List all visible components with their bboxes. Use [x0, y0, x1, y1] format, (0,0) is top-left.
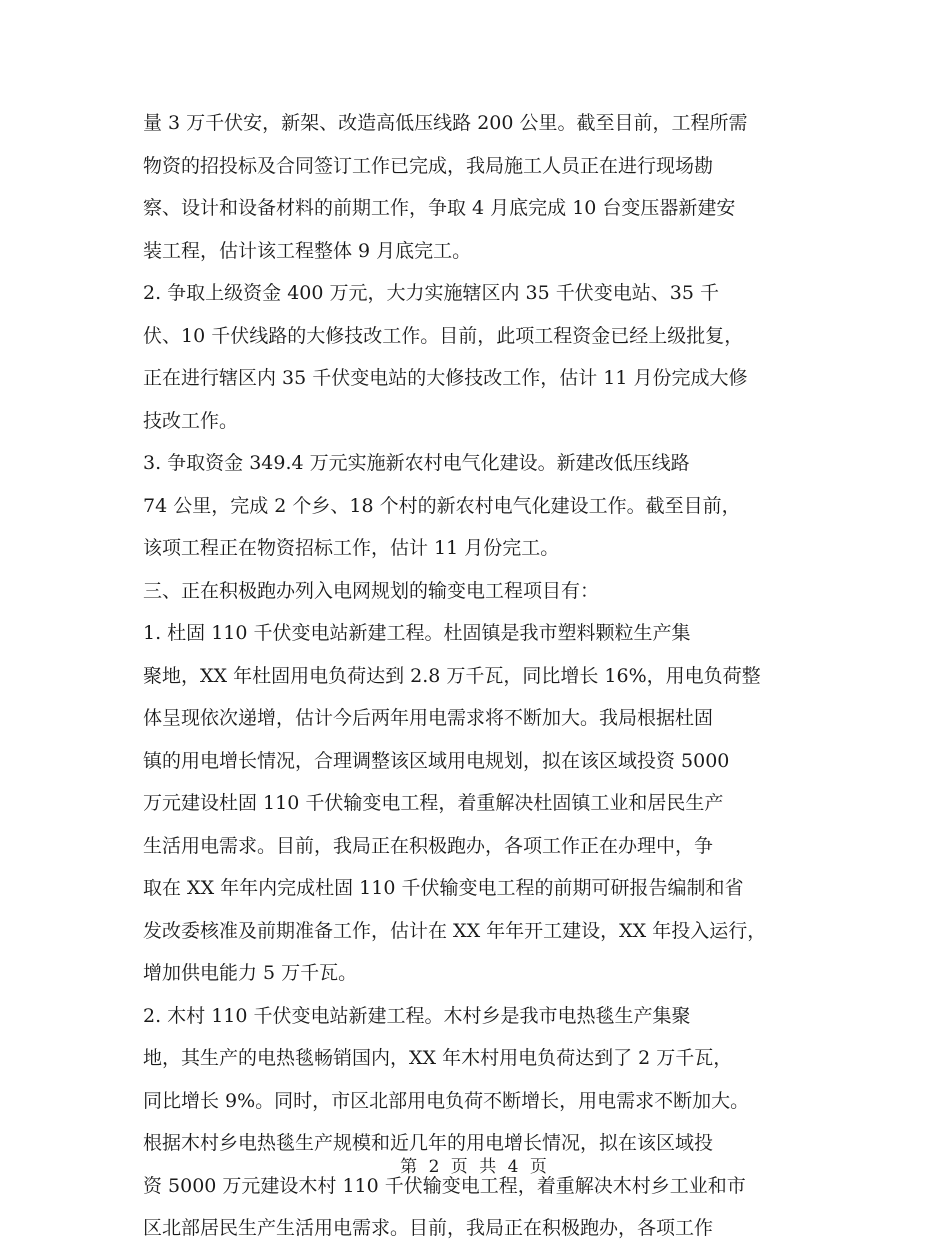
text-line: 区北部居民生产生活用电需求。目前，我局正在积极跑办，各项工作	[143, 1217, 714, 1239]
text-line: 增加供电能力 5 万千瓦。	[143, 962, 358, 984]
text-line: 正在进行辖区内 35 千伏变电站的大修技改工作，估计 11 月份完成大修	[143, 367, 748, 389]
text-line: 根据木村乡电热毯生产规模和近几年的用电增长情况，拟在该区域投	[143, 1132, 714, 1154]
text-line: 74 公里，完成 2 个乡、18 个村的新农村电气化建设工作。截至目前，	[143, 494, 741, 517]
text-line: 装工程，估计该工程整体 9 月底完工。	[143, 239, 472, 262]
text-line: 取在 XX 年年内完成杜固 110 千伏输变电工程的前期可研报告编制和省	[143, 877, 744, 899]
text-line: 察、设计和设备材料的前期工作，争取 4 月底完成 10 台变压器新建安	[143, 197, 736, 219]
text-line: 技改工作。	[143, 409, 239, 432]
page-number-footer: 第 2 页 共 4 页	[400, 1157, 550, 1177]
text-line: 1. 杜固 110 千伏变电站新建工程。杜固镇是我市塑料颗粒生产集	[143, 622, 691, 644]
text-line: 2. 木村 110 千伏变电站新建工程。木村乡是我市电热毯生产集聚	[143, 1004, 691, 1027]
text-line: 聚地，XX 年杜固用电负荷达到 2.8 万千瓦，同比增长 16%，用电负荷整	[143, 664, 761, 687]
text-line: 万元建设杜固 110 千伏输变电工程，着重解决杜固镇工业和居民生产	[143, 792, 724, 814]
text-line: 2. 争取上级资金 400 万元，大力实施辖区内 35 千伏变电站、35 千	[143, 282, 719, 304]
text-line: 同比增长 9%。同时，市区北部用电负荷不断增长，用电需求不断加大。	[143, 1089, 750, 1112]
text-line: 资 5000 万元建设木村 110 千伏输变电工程，着重解决木村乡工业和市	[143, 1174, 746, 1197]
text-line: 物资的招投标及合同签订工作已完成，我局施工人员正在进行现场勘	[143, 154, 714, 177]
text-line: 量 3 万千伏安，新架、改造高低压线路 200 公里。截至目前，工程所需	[143, 112, 748, 134]
text-line: 发改委核准及前期准备工作，估计在 XX 年年开工建设，XX 年投入运行，	[143, 919, 767, 942]
text-line: 生活用电需求。目前，我局正在积极跑办，各项工作正在办理中，争	[143, 834, 714, 857]
text-line: 伏、10 千伏线路的大修技改工作。目前，此项工程资金已经上级批复，	[143, 324, 744, 347]
text-line: 地，其生产的电热毯畅销国内，XX 年木村用电负荷达到了 2 万千瓦，	[143, 1047, 733, 1069]
section-heading: 三、正在积极跑办列入电网规划的输变电工程项目有：	[143, 579, 600, 602]
text-line: 3. 争取资金 349.4 万元实施新农村电气化建设。新建改低压线路	[143, 452, 690, 474]
text-line: 体呈现依次递增，估计今后两年用电需求将不断加大。我局根据杜固	[143, 707, 714, 729]
text-line: 该项工程正在物资招标工作，估计 11 月份完工。	[143, 537, 560, 559]
body-text	[143, 102, 818, 1250]
text-line: 镇的用电增长情况，合理调整该区域用电规划，拟在该区域投资 5000	[143, 749, 730, 772]
